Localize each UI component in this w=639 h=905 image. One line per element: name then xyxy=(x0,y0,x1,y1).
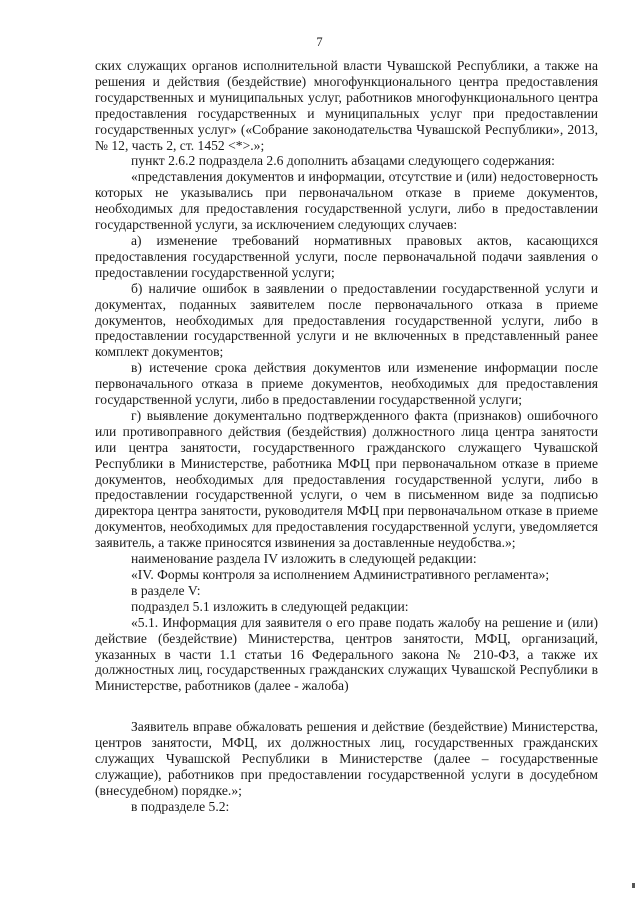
paragraph-4: а) изменение требований нормативных правовых актов, касающихся предоставления государственной услуги, после первоначальной подачи заявления о предоставлении государственной услуги; xyxy=(95,232,598,280)
paragraph-3: «представления документов и информации, отсутствие и (или) недостоверность которых не указывались при первоначальном отказе в приеме документов, необходимых для предоставления государственной услуги, либо в предоставлении государственной услуги, за исключением следующих случаев: xyxy=(95,169,598,233)
document-body xyxy=(95,58,598,815)
paragraph-8: наименование раздела IV изложить в следующей редакции: xyxy=(131,551,477,567)
paragraph-10: в разделе V: xyxy=(131,582,201,598)
paragraph-5: б) наличие ошибок в заявлении о предоставлении государственной услуги и документах, поданных заявителем после первоначального отказа в приеме документов, необходимых для предоставления государственной услуги, либо в предоставлении государственной услуги и не включенных в представленный ранее комплект документов; xyxy=(95,280,598,360)
paragraph-2: пункт 2.6.2 подраздела 2.6 дополнить абзацами следующего содержания: xyxy=(131,153,555,169)
paragraph-13: Заявитель вправе обжаловать решения и действие (бездействие) Министерства, центров занятости, МФЦ, их должностных лиц, государственных гражданских служащих Чувашской Республики в Министерстве (далее – государственные служащие), работников при предоставлении государственной услуги в досудебном (внесудебном) порядке.»; xyxy=(95,719,598,798)
paragraph-12: «5.1. Информация для заявителя о его праве подать жалобу на решение и (или) действие (бездействие) Министерства, центров занятости, МФЦ, организаций, указанных в части 1.1 статьи 16 Федерального закона № 210-ФЗ, а также их должностных лиц, государственных гражданских служащих Чувашской Республики в Министерстве, работников (далее - жалоба) xyxy=(95,614,598,694)
paragraph-14: в подразделе 5.2: xyxy=(131,798,230,814)
paragraph-6: в) истечение срока действия документов или изменение информации после первоначального отказа в приеме документов, необходимых для предоставления государственной услуги, либо в предоставлении государственной услуги; xyxy=(95,360,598,408)
scan-artifact xyxy=(632,883,635,888)
page-number: 7 xyxy=(316,35,323,49)
paragraph-gap xyxy=(95,694,598,719)
paragraph-1: ских служащих органов исполнительной власти Чувашской Республики, а также на решения и действия (бездействие) многофункционального центра предоставления государственных и муниципальных услуг, работников многофункционального центра предоставления государственных и муниципальных услуг при предоставлении государственных услуг» («Собрание законодательства Чувашской Республики», 2013, № 12, часть 2, ст. 1452 <*>.»; xyxy=(95,58,598,153)
paragraph-9: «IV. Формы контроля за исполнением Административного регламента»; xyxy=(131,567,550,582)
paragraph-11: подраздел 5.1 изложить в следующей редакции: xyxy=(131,598,409,614)
paragraph-7: г) выявление документально подтвержденного факта (признаков) ошибочного или противоправного действия (бездействия) должностного лица центра занятости или центра занятости, государственного гражданского служащего Чувашской Республики в Министерстве, работника МФЦ при первоначальном отказе в приеме документов, необходимых для предоставления государственной услуги, либо в предоставлении государственной услуги, о чем в письменном виде за подписью директора центра занятости, руководителя МФЦ при первоначальном отказе в приеме документов, необходимых для предоставления государственной услуги, уведомляется заявитель, а также приносятся извинения за доставленные неудобства.»; xyxy=(95,407,598,551)
